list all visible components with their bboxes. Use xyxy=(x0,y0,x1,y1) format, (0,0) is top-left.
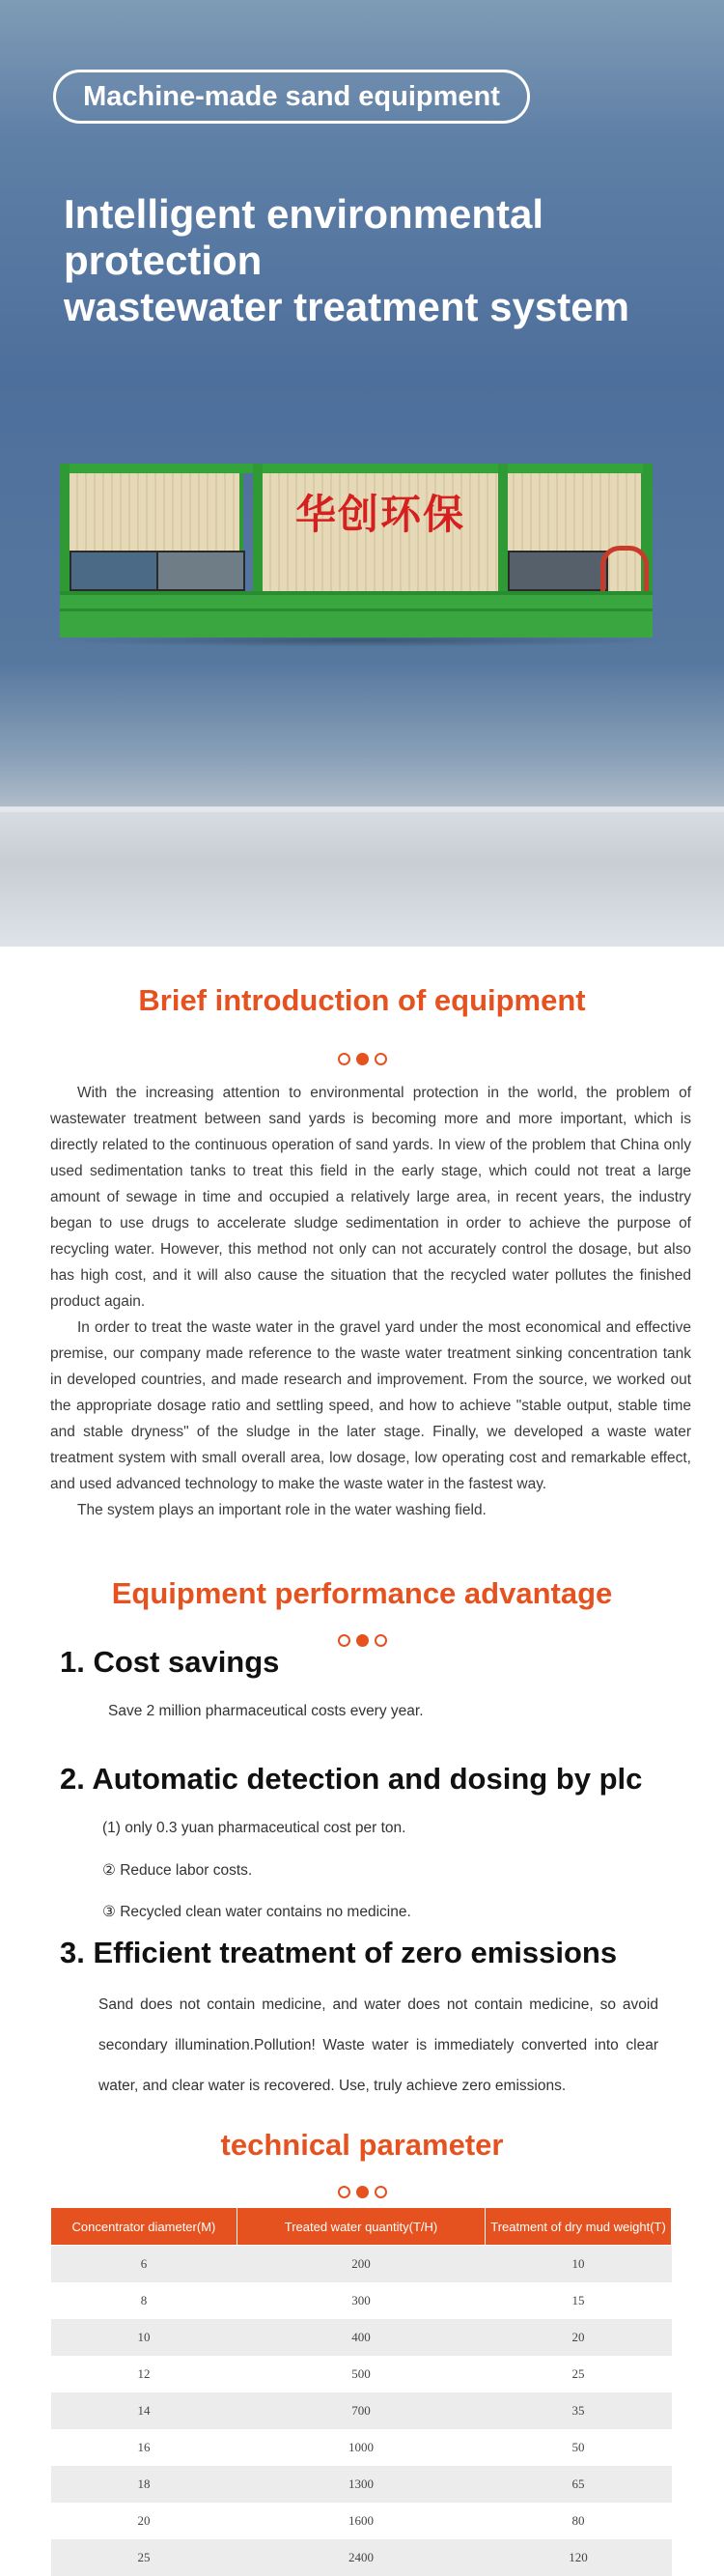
params-title: technical parameter xyxy=(220,2128,504,2162)
table-cell: 20 xyxy=(51,2503,237,2539)
table-cell: 120 xyxy=(486,2539,672,2576)
intro-text xyxy=(50,1080,691,1523)
table-cell: 300 xyxy=(237,2282,485,2319)
col-header-water-quantity: Treated water quantity(T/H) xyxy=(237,2208,485,2246)
hero-title-line-1: Intelligent environmental xyxy=(64,191,544,237)
hero-floor xyxy=(0,807,724,947)
table-row xyxy=(51,2503,672,2539)
advantage-item-1-text: Save 2 million pharmaceutical costs every year. xyxy=(108,1703,424,1719)
intro-paragraph-1: With the increasing attention to environmental protection in the world, the problem of wastewater treatment between sand yards is becoming more and more important, which is directly related to the continuous operation of sand yards. In view of the problem that China only used sedimentation tanks to treat this field in the early stage, which could not treat a large amount of sewage in time and occupied a relatively large area, in recent years, the industry began to use drugs to accelerate sludge sedimentation in order to achieve the purpose of recycling water. However, this method not only can not accurately control the dosage, but also has high cost, and it will also cause the situation that the recycled water pollutes the finished product again. xyxy=(50,1085,691,1310)
col-header-diameter: Concentrator diameter(M) xyxy=(51,2208,237,2246)
table-row xyxy=(51,2392,672,2429)
machine-sign-text: 华创环保 xyxy=(294,491,465,538)
advantage-item-2-point-3: ③ Recycled clean water contains no medicine. xyxy=(102,1904,411,1920)
table-row xyxy=(51,2319,672,2356)
table-cell: 6 xyxy=(51,2246,237,2283)
table-row xyxy=(51,2539,672,2576)
table-cell: 80 xyxy=(486,2503,672,2539)
table-cell: 1000 xyxy=(237,2429,485,2466)
advantage-item-2-point-2: ② Reduce labor costs. xyxy=(102,1862,253,1879)
table-cell: 50 xyxy=(486,2429,672,2466)
table-cell: 500 xyxy=(237,2356,485,2392)
hero-banner xyxy=(0,0,724,947)
advantage-item-2-point-1: (1) only 0.3 yuan pharmaceutical cost per ton. xyxy=(102,1820,406,1836)
table-cell: 1300 xyxy=(237,2466,485,2503)
advantage-title: Equipment performance advantage xyxy=(111,1576,613,1610)
advantage-item-3-text: Sand does not contain medicine, and water does not contain medicine, so avoid secondary illumination.Pollution! Waste water is immediately converted into clear water, and clear water is recovered. Use, truly achieve zero emissions. xyxy=(98,1996,658,2094)
params-header-row xyxy=(51,2208,672,2246)
table-cell: 2400 xyxy=(237,2539,485,2576)
table-cell: 14 xyxy=(51,2392,237,2429)
table-row xyxy=(51,2282,672,2319)
table-cell: 25 xyxy=(51,2539,237,2576)
col-header-dry-mud-weight: Treatment of dry mud weight(T) xyxy=(486,2208,672,2246)
table-cell: 65 xyxy=(486,2466,672,2503)
table-cell: 400 xyxy=(237,2319,485,2356)
table-row xyxy=(51,2429,672,2466)
hero-badge: Machine-made sand equipment xyxy=(53,70,530,124)
table-cell: 8 xyxy=(51,2282,237,2319)
table-row xyxy=(51,2246,672,2283)
params-dots-decoration xyxy=(0,2186,724,2199)
params-table xyxy=(50,2207,672,2576)
table-cell: 15 xyxy=(486,2282,672,2319)
advantage-item-3-title: 3. Efficient treatment of zero emissions xyxy=(60,1936,618,1969)
table-cell: 16 xyxy=(51,2429,237,2466)
table-cell: 18 xyxy=(51,2466,237,2503)
intro-dots-decoration xyxy=(0,1053,724,1066)
table-cell: 1600 xyxy=(237,2503,485,2539)
hero-title xyxy=(64,191,701,330)
hero-title-line-2: protection xyxy=(64,238,263,283)
table-cell: 700 xyxy=(237,2392,485,2429)
table-cell: 200 xyxy=(237,2246,485,2283)
advantage-item-2-title: 2. Automatic detection and dosing by plc xyxy=(60,1762,643,1796)
treatment-machine-image xyxy=(60,464,653,647)
table-cell: 12 xyxy=(51,2356,237,2392)
table-cell: 10 xyxy=(486,2246,672,2283)
intro-paragraph-3: The system plays an important role in the water washing field. xyxy=(77,1502,487,1518)
intro-title: Brief introduction of equipment xyxy=(138,983,586,1017)
table-cell: 10 xyxy=(51,2319,237,2356)
hero-title-line-3: wastewater treatment system xyxy=(64,284,629,329)
table-row xyxy=(51,2356,672,2392)
intro-paragraph-2: In order to treat the waste water in the gravel yard under the most economical and effective premise, our company made reference to the waste water treatment sinking concentration tank in developed countries, and made research and improvement. From the source, we worked out the appropriate dosage ratio and settling speed, and how to achieve "stable output, stable time and stable dryness" of the sludge in the later stage. Finally, we developed a waste water treatment system with small overall area, low dosage, low operating cost and remarkable effect, and used advanced technology to make the waste water in the fastest way. xyxy=(50,1319,691,1492)
table-cell: 20 xyxy=(486,2319,672,2356)
table-cell: 25 xyxy=(486,2356,672,2392)
table-cell: 35 xyxy=(486,2392,672,2429)
advantage-item-1-title: 1. Cost savings xyxy=(60,1645,280,1679)
table-row xyxy=(51,2466,672,2503)
